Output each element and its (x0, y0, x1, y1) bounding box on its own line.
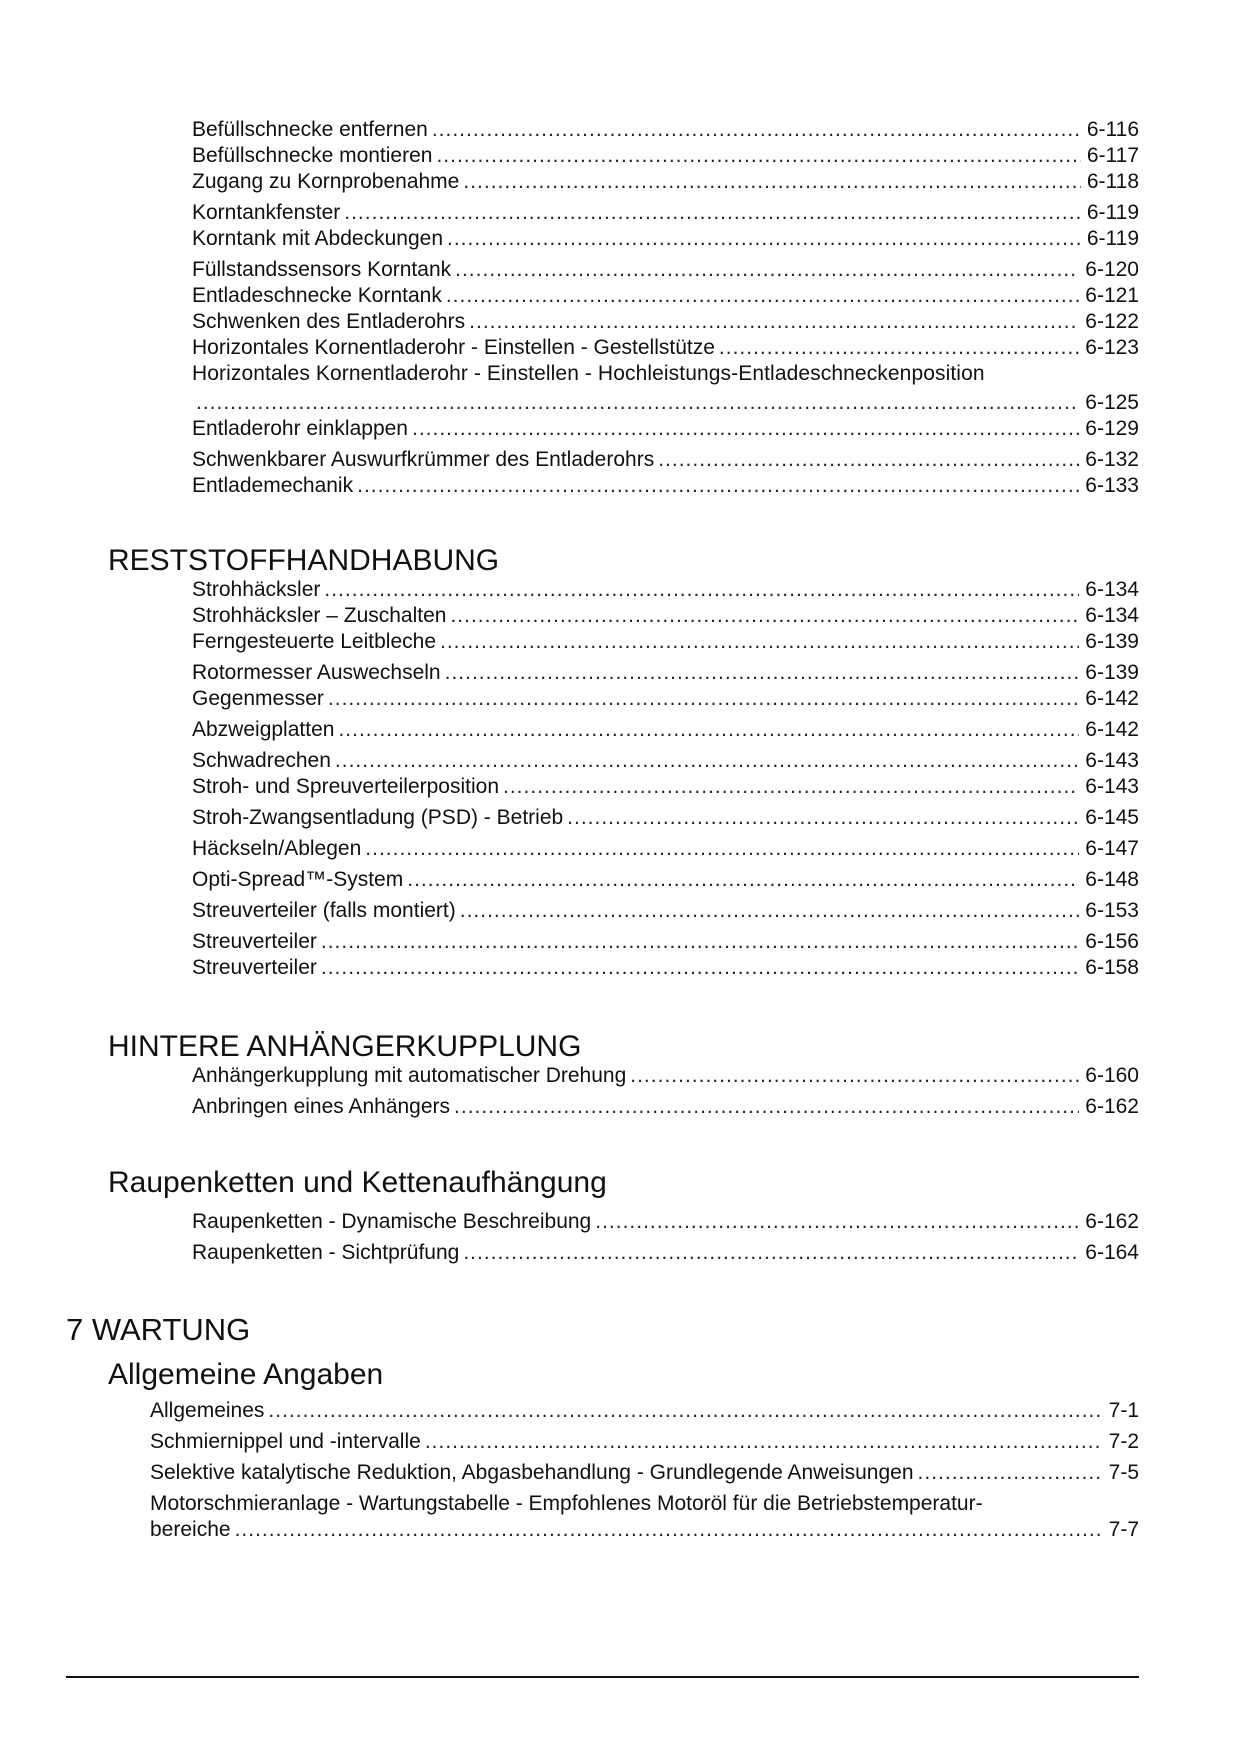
toc-entry-page: 6-164 (1085, 1241, 1139, 1264)
toc-entry[interactable] (192, 804, 1139, 832)
toc-entry-title: Streuverteiler (falls montiert) (192, 899, 456, 922)
toc-entry-page: 7-7 (1108, 1518, 1139, 1541)
leader-dots (407, 866, 1079, 894)
toc-entry-page: 6-162 (1085, 1095, 1139, 1118)
toc-entry-page: 6-162 (1085, 1210, 1139, 1233)
toc-entry-title: Stroh-Zwangsentladung (PSD) - Betrieb (192, 806, 564, 829)
toc-entry[interactable] (192, 1062, 1139, 1090)
leader-dots (440, 628, 1079, 656)
toc-entry-page: 6-121 (1085, 284, 1139, 307)
leader-dots (324, 576, 1079, 604)
leader-dots (567, 804, 1079, 832)
toc-entry-title: Füllstandssensors Korntank (192, 258, 452, 281)
toc-entry[interactable] (192, 199, 1139, 227)
toc-entry[interactable] (192, 256, 1139, 284)
toc-entry-title: Befüllschnecke montieren (192, 144, 433, 167)
toc-entry-title: Entladeschnecke Korntank (192, 284, 442, 307)
toc-entry[interactable] (192, 928, 1139, 956)
toc-entry-title: Selektive katalytische Reduktion, Abgasbehandlung - Grundlegende Anweisungen (150, 1461, 914, 1484)
toc-entry[interactable] (192, 1208, 1139, 1236)
leader-dots (658, 446, 1079, 474)
footer-rule (66, 1676, 1139, 1678)
toc-entry-page: 7-2 (1108, 1430, 1139, 1453)
toc-entry[interactable] (192, 659, 1139, 687)
toc-entry-page: 6-142 (1085, 718, 1139, 741)
leader-dots (460, 897, 1080, 925)
leader-dots (321, 928, 1079, 956)
toc-entry-title: Häckseln/Ablegen (192, 837, 362, 860)
toc-entry[interactable] (192, 142, 1139, 170)
leader-dots (463, 1239, 1079, 1267)
toc-entry-page: 6-129 (1085, 417, 1139, 440)
leader-dots (338, 716, 1079, 744)
toc-entry-page: 6-120 (1085, 258, 1139, 281)
leader-dots (235, 1516, 1103, 1544)
leader-dots (503, 773, 1079, 801)
toc-entry-title: Gegenmesser (192, 687, 324, 710)
leader-dots (469, 308, 1079, 336)
toc-entry-title: Zugang zu Kornprobenahme (192, 170, 460, 193)
toc-entry[interactable] (192, 835, 1139, 863)
toc-entry-title: Schmiernippel und -intervalle (150, 1430, 421, 1453)
toc-entry[interactable] (150, 1428, 1139, 1456)
toc-entry-title: Anbringen eines Anhängers (192, 1095, 451, 1118)
toc-entry-page: 6-117 (1086, 144, 1139, 167)
section-heading-reststoff: RESTSTOFFHANDHABUNG (108, 544, 500, 577)
toc-entry-page: 6-142 (1085, 687, 1139, 710)
toc-entry[interactable] (192, 897, 1139, 925)
leader-dots (454, 1093, 1079, 1121)
leader-dots (447, 225, 1081, 253)
toc-entry-title-wrapped[interactable]: Horizontales Kornentladerohr - Einstellen - Hochleistungs-Entladeschneckenposition (192, 362, 985, 385)
leader-dots (432, 116, 1081, 144)
toc-entry-page: 7-1 (1108, 1399, 1139, 1422)
toc-entry[interactable] (192, 773, 1139, 801)
toc-entry-title: Abzweigplatten (192, 718, 335, 741)
toc-entry-title: Schwadrechen (192, 749, 331, 772)
toc-entry-page: 6-125 (1085, 391, 1139, 414)
toc-entry[interactable] (192, 446, 1139, 474)
leader-dots (412, 415, 1079, 443)
toc-entry-title: Ferngesteuerte Leitbleche (192, 630, 436, 653)
toc-entry-title: Schwenken des Entladerohrs (192, 310, 466, 333)
leader-dots (445, 659, 1080, 687)
toc-entry-page: 6-119 (1086, 201, 1139, 224)
toc-entry-title: Horizontales Kornentladerohr - Einstellen - Gestellstütze (192, 336, 715, 359)
toc-entry-title: Strohhäcksler – Zuschalten (192, 604, 447, 627)
toc-entry-page: 6-116 (1086, 118, 1139, 141)
toc-entry-title: Opti-Spread™-System (192, 868, 404, 891)
toc-entry-page: 6-134 (1085, 604, 1139, 627)
toc-entry[interactable] (192, 225, 1139, 253)
toc-entry-page: 6-147 (1085, 837, 1139, 860)
toc-entry-title: Allgemeines (150, 1399, 265, 1422)
toc-entry-page: 6-119 (1086, 227, 1139, 250)
leader-dots (328, 685, 1079, 713)
toc-entry-title-wrapped[interactable]: Motorschmieranlage - Wartungstabelle - Empfohlenes Motoröl für die Betriebstemperatur- (150, 1492, 983, 1515)
toc-entry-continuation[interactable] (192, 389, 1139, 417)
toc-entry[interactable] (150, 1459, 1139, 1487)
toc-entry[interactable] (192, 168, 1139, 196)
toc-entry-title: Korntank mit Abdeckungen (192, 227, 443, 250)
toc-entry-page: 6-153 (1085, 899, 1139, 922)
leader-dots (463, 168, 1080, 196)
toc-entry-title: Entladerohr einklappen (192, 417, 408, 440)
leader-dots (196, 389, 1079, 417)
leader-dots (436, 142, 1080, 170)
leader-dots (268, 1397, 1102, 1425)
toc-entry-title: Befüllschnecke entfernen (192, 118, 428, 141)
toc-entry-page: 6-143 (1085, 775, 1139, 798)
section-heading-anhaenger: HINTERE ANHÄNGERKUPPLUNG (108, 1030, 582, 1063)
toc-entry[interactable] (192, 602, 1139, 630)
toc-entry[interactable] (192, 415, 1139, 443)
toc-entry-title: Strohhäcksler (192, 578, 321, 601)
toc-entry-page: 6-139 (1085, 661, 1139, 684)
toc-entry-title: Stroh- und Spreuverteilerposition (192, 775, 500, 798)
toc-entry[interactable] (192, 576, 1139, 604)
toc-entry-title: Entlademechanik (192, 474, 354, 497)
leader-dots (630, 1062, 1079, 1090)
toc-entry[interactable] (192, 334, 1139, 362)
toc-entry[interactable] (192, 716, 1139, 744)
toc-entry[interactable] (192, 628, 1139, 656)
toc-entry-title: Rotormesser Auswechseln (192, 661, 441, 684)
toc-entry[interactable] (192, 685, 1139, 713)
leader-dots (450, 602, 1079, 630)
leader-dots (344, 199, 1081, 227)
leader-dots (365, 835, 1079, 863)
toc-entry[interactable] (192, 282, 1139, 310)
toc-entry-page: 6-160 (1085, 1064, 1139, 1087)
toc-entry-title: Streuverteiler (192, 956, 317, 979)
toc-entry-page: 7-5 (1108, 1461, 1139, 1484)
leader-dots (595, 1208, 1079, 1236)
section-heading-raupen: Raupenketten und Kettenaufhängung (108, 1166, 607, 1199)
toc-entry-page: 6-134 (1085, 578, 1139, 601)
toc-entry[interactable] (192, 866, 1139, 894)
leader-dots (321, 954, 1079, 982)
toc-entry[interactable] (192, 747, 1139, 775)
toc-entry-page: 6-118 (1086, 170, 1139, 193)
toc-entry-page: 6-158 (1085, 956, 1139, 979)
leader-dots (335, 747, 1079, 775)
toc-entry[interactable] (192, 1093, 1139, 1121)
chapter-heading: 7 WARTUNG (66, 1312, 251, 1347)
leader-dots (446, 282, 1079, 310)
toc-entry-title: Schwenkbarer Auswurfkrümmer des Entladerohrs (192, 448, 655, 471)
leader-dots (357, 472, 1079, 500)
leader-dots (455, 256, 1079, 284)
toc-entry-page: 6-139 (1085, 630, 1139, 653)
toc-entry[interactable] (192, 1239, 1139, 1267)
toc-entry[interactable] (192, 472, 1139, 500)
toc-entry-page: 6-148 (1085, 868, 1139, 891)
toc-entry-continuation[interactable] (150, 1516, 1139, 1544)
toc-entry-page: 6-123 (1085, 336, 1139, 359)
toc-entry-title: Raupenketten - Dynamische Beschreibung (192, 1210, 592, 1233)
toc-entry-page: 6-156 (1085, 930, 1139, 953)
toc-entry[interactable] (192, 954, 1139, 982)
toc-entry-page: 6-132 (1085, 448, 1139, 471)
toc-entry-title: Streuverteiler (192, 930, 317, 953)
toc-entry-page: 6-143 (1085, 749, 1139, 772)
toc-entry[interactable] (192, 116, 1139, 144)
toc-entry-title: bereiche (150, 1518, 231, 1541)
toc-entry-page: 6-122 (1085, 310, 1139, 333)
leader-dots (719, 334, 1079, 362)
leader-dots (918, 1459, 1103, 1487)
leader-dots (425, 1428, 1103, 1456)
toc-entry-page: 6-145 (1085, 806, 1139, 829)
toc-entry-title: Anhängerkupplung mit automatischer Drehung (192, 1064, 627, 1087)
toc-entry[interactable] (150, 1397, 1139, 1425)
toc-entry-title: Raupenketten - Sichtprüfung (192, 1241, 460, 1264)
toc-entry-title: Korntankfenster (192, 201, 341, 224)
toc-entry-page: 6-133 (1085, 474, 1139, 497)
section-heading-allgemeine: Allgemeine Angaben (108, 1358, 384, 1391)
toc-entry[interactable] (192, 308, 1139, 336)
